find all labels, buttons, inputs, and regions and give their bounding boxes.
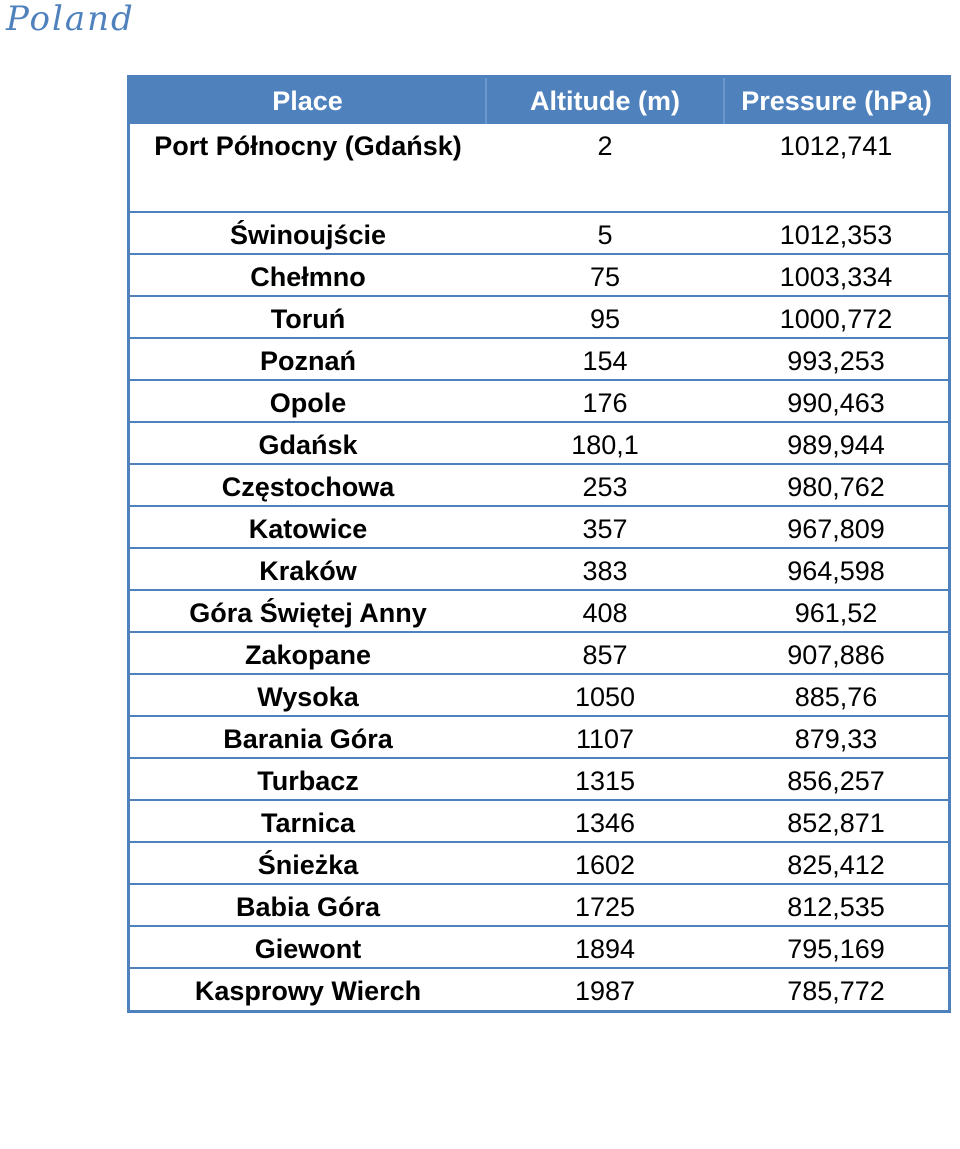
cell-place: Góra Świętej Anny [130, 590, 486, 632]
cell-place: Toruń [130, 296, 486, 338]
cell-pressure: 990,463 [724, 380, 948, 422]
table-row [130, 758, 948, 800]
cell-pressure: 885,76 [724, 674, 948, 716]
cell-place: Częstochowa [130, 464, 486, 506]
column-header-place: Place [130, 78, 486, 124]
cell-altitude: 1107 [486, 716, 724, 758]
table-row [130, 464, 948, 506]
column-header-pressure: Pressure (hPa) [724, 78, 948, 124]
table-row [130, 632, 948, 674]
cell-place: Port Północny (Gdańsk) [154, 131, 462, 161]
cell-altitude: 2 [597, 131, 613, 161]
table-body [130, 124, 948, 1010]
cell-place: Kasprowy Wierch [130, 968, 486, 1010]
cell-place: Świnoujście [130, 212, 486, 254]
table-row [130, 968, 948, 1010]
table-row [130, 338, 948, 380]
cell-place: Giewont [130, 926, 486, 968]
cell-altitude: 1315 [486, 758, 724, 800]
cell-place: Śnieżka [130, 842, 486, 884]
table-row [130, 926, 948, 968]
column-header-altitude: Altitude (m) [486, 78, 724, 124]
cell-pressure: 1000,772 [724, 296, 948, 338]
table-row [130, 506, 948, 548]
altitude-pressure-table [127, 75, 951, 1013]
cell-pressure: 1012,741 [779, 131, 893, 161]
cell-place: Poznań [130, 338, 486, 380]
cell-pressure: 812,535 [724, 884, 948, 926]
cell-altitude: 253 [486, 464, 724, 506]
cell-altitude: 95 [486, 296, 724, 338]
cell-altitude: 857 [486, 632, 724, 674]
cell-pressure: 795,169 [724, 926, 948, 968]
cell-altitude: 408 [486, 590, 724, 632]
cell-altitude: 176 [486, 380, 724, 422]
cell-place: Zakopane [130, 632, 486, 674]
cell-pressure: 961,52 [724, 590, 948, 632]
cell-place: Turbacz [130, 758, 486, 800]
cell-place: Chełmno [130, 254, 486, 296]
cell-altitude: 383 [486, 548, 724, 590]
table-row [130, 254, 948, 296]
table-header-row [130, 78, 948, 124]
cell-altitude: 1894 [486, 926, 724, 968]
cell-pressure: 856,257 [724, 758, 948, 800]
cell-pressure: 825,412 [724, 842, 948, 884]
table-row [130, 548, 948, 590]
cell-pressure: 989,944 [724, 422, 948, 464]
cell-place: Gdańsk [130, 422, 486, 464]
table-row [130, 842, 948, 884]
cell-pressure: 1012,353 [724, 212, 948, 254]
cell-place: Tarnica [130, 800, 486, 842]
table-row [130, 800, 948, 842]
cell-altitude: 1602 [486, 842, 724, 884]
table-row [130, 590, 948, 632]
cell-pressure: 879,33 [724, 716, 948, 758]
page-heading: Poland [6, 0, 135, 39]
cell-altitude: 357 [486, 506, 724, 548]
cell-place: Katowice [130, 506, 486, 548]
cell-pressure: 852,871 [724, 800, 948, 842]
cell-altitude: 1346 [486, 800, 724, 842]
table-row [130, 884, 948, 926]
cell-altitude: 5 [486, 212, 724, 254]
cell-pressure: 964,598 [724, 548, 948, 590]
table-row [130, 674, 948, 716]
cell-place: Opole [130, 380, 486, 422]
cell-altitude: 1050 [486, 674, 724, 716]
cell-place: Kraków [130, 548, 486, 590]
cell-place: Babia Góra [130, 884, 486, 926]
cell-altitude: 1725 [486, 884, 724, 926]
cell-pressure: 980,762 [724, 464, 948, 506]
cell-pressure: 907,886 [724, 632, 948, 674]
table-row [130, 422, 948, 464]
cell-altitude: 1987 [486, 968, 724, 1010]
table-row [130, 124, 948, 212]
table-row [130, 716, 948, 758]
cell-pressure: 1003,334 [724, 254, 948, 296]
cell-altitude: 154 [486, 338, 724, 380]
cell-altitude: 75 [486, 254, 724, 296]
cell-pressure: 967,809 [724, 506, 948, 548]
table-row [130, 296, 948, 338]
table-row [130, 212, 948, 254]
cell-pressure: 785,772 [724, 968, 948, 1010]
table-row [130, 380, 948, 422]
cell-altitude: 180,1 [486, 422, 724, 464]
cell-place: Barania Góra [130, 716, 486, 758]
cell-pressure: 993,253 [724, 338, 948, 380]
cell-place: Wysoka [130, 674, 486, 716]
